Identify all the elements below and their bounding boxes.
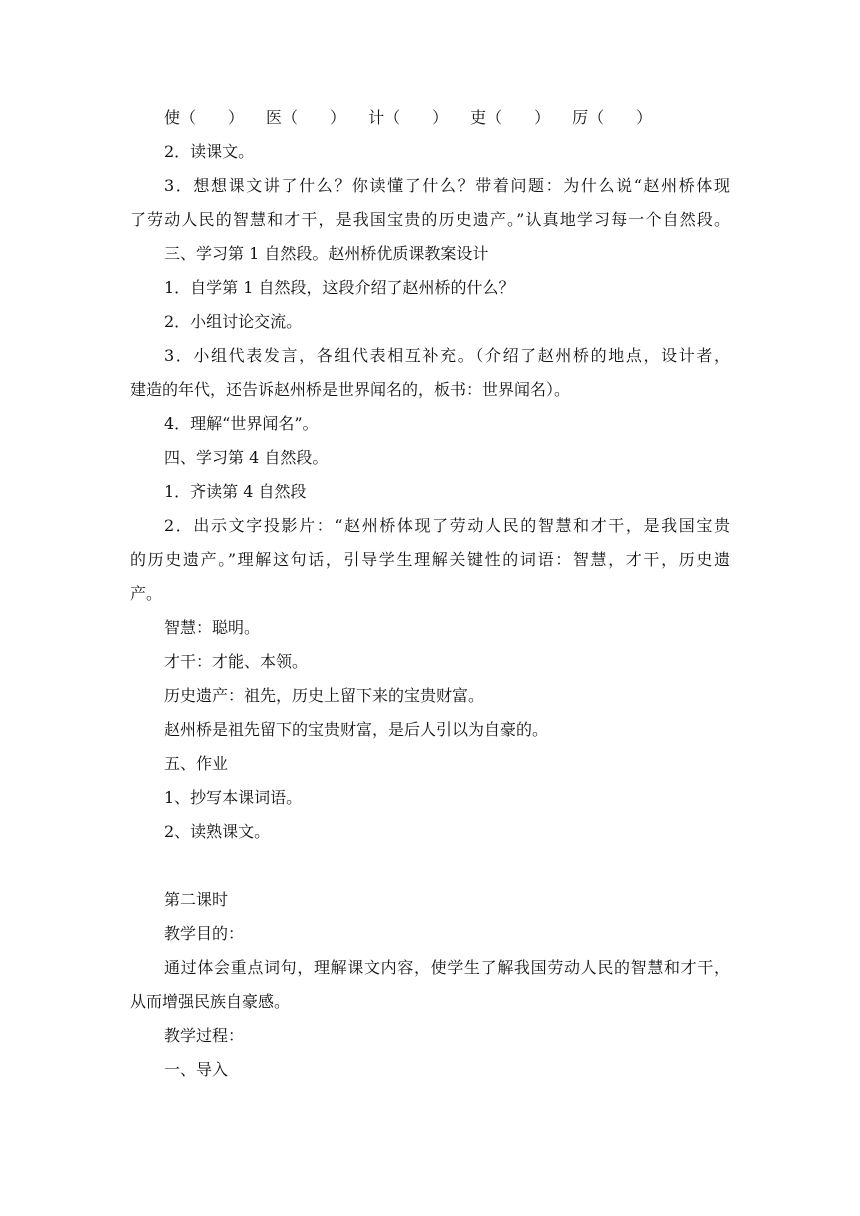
text-line: 一、导入 — [164, 1060, 229, 1079]
fill-blank-item — [368, 101, 448, 135]
text-line: 产。 — [130, 584, 163, 603]
text-line: 建造的年代，还告诉赵州桥是世界闻名的，板书：世界闻名）。 — [130, 380, 571, 399]
text-line: 1、抄写本课词语。 — [164, 788, 303, 807]
text-line: 2．出示文字投影片：“赵州桥体现了劳动人民的智慧和才干，是我国宝贵 — [164, 516, 730, 535]
text-line: 五、作业 — [164, 754, 229, 773]
text-line: 1．自学第 1 自然段，这段介绍了赵州桥的什么？ — [164, 278, 515, 297]
text-line: 才干：才能、本领。 — [164, 652, 309, 671]
text-line: 了劳动人民的智慧和才干，是我国宝贵的历史遗产。”认真地学习每一个自然段。 — [130, 210, 730, 229]
text-line: 2．读课文。 — [164, 142, 255, 161]
text-line: 通过体会重点词句，理解课文内容，使学生了解我国劳动人民的智慧和才干， — [164, 958, 730, 977]
document-body — [130, 135, 730, 1087]
text-line: 智慧：聪明。 — [164, 618, 261, 637]
character-fill-row — [130, 101, 730, 135]
text-line: 1．齐读第 4 自然段 — [164, 482, 307, 501]
fill-blank-parens: （ ） — [282, 108, 347, 127]
fill-blank-parens: （ ） — [180, 108, 245, 127]
text-line: 的历史遗产。”理解这句话，引导学生理解关键性的词语：智慧，才干，历史遗 — [130, 550, 730, 569]
fill-blank-item — [266, 101, 346, 135]
text-line: 历史遗产：祖先，历史上留下来的宝贵财富。 — [164, 686, 485, 705]
text-line: 3．小组代表发言，各组代表相互补充。（介绍了赵州桥的地点，设计者， — [164, 346, 730, 365]
text-line: 从而增强民族自豪感。 — [130, 992, 291, 1011]
text-line: 教学过程： — [164, 1026, 245, 1045]
fill-blank-item — [470, 101, 550, 135]
fill-character: 使 — [164, 108, 181, 127]
fill-blank-parens: （ ） — [588, 108, 653, 127]
text-line: 3．想想课文讲了什么？你读懂了什么？带着问题：为什么说“赵州桥体现 — [164, 176, 730, 195]
fill-character: 厉 — [572, 108, 589, 127]
text-line: 第二课时 — [164, 890, 229, 909]
text-line: 赵州桥是祖先留下的宝贵财富，是后人引以为自豪的。 — [164, 720, 549, 739]
text-line: 教学目的： — [164, 924, 245, 943]
fill-blank-parens: （ ） — [384, 108, 449, 127]
fill-character: 医 — [266, 108, 283, 127]
fill-blank-item — [164, 101, 244, 135]
text-line: 三、学习第 1 自然段。赵州桥优质课教案设计 — [164, 244, 489, 263]
fill-character: 吏 — [470, 108, 487, 127]
text-line: 4．理解“世界闻名”。 — [164, 414, 319, 433]
text-line: 2、读熟课文。 — [164, 822, 271, 841]
blank-line — [130, 849, 730, 883]
fill-blank-parens: （ ） — [486, 108, 551, 127]
text-line: 四、学习第 4 自然段。 — [164, 448, 329, 467]
document-page — [130, 101, 730, 1087]
text-line: 2．小组讨论交流。 — [164, 312, 303, 331]
fill-blank-item — [572, 101, 652, 135]
fill-character: 计 — [368, 108, 385, 127]
